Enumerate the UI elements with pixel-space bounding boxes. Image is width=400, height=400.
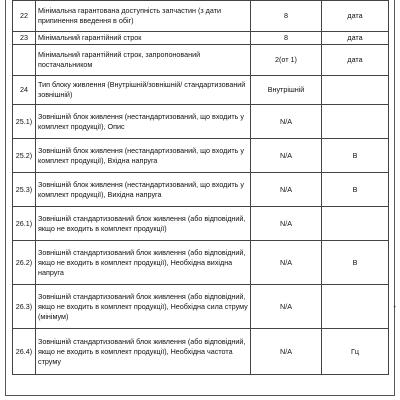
row-description: Зовнішній стандартизований блок живлення (або відповідний, якщо не входить в комплект продукції), Необхідна вихідна напруга (36, 241, 251, 285)
table-row (13, 45, 389, 76)
row-number: 25.1) (13, 105, 36, 139)
row-value: N/A (251, 139, 322, 173)
row-number: 26.2) (13, 241, 36, 285)
row-number: 24 (13, 76, 36, 105)
row-number: 26.3) (13, 285, 36, 329)
row-value: 2(от 1) (251, 45, 322, 76)
row-description: Зовнішній стандартизований блок живлення (або відповідний, якщо не входить в комплект продукції), Необхідна частота струму (36, 329, 251, 375)
row-number (13, 45, 36, 76)
row-unit: В (322, 241, 389, 285)
table-row (13, 173, 389, 207)
row-description: Мінімальний гарантійний строк (36, 32, 251, 45)
table-row (13, 329, 389, 375)
table-row (13, 32, 389, 45)
row-number: 25.2) (13, 139, 36, 173)
spec-table (12, 0, 396, 375)
row-number: 23 (13, 32, 36, 45)
row-number: 22 (13, 1, 36, 32)
row-value: N/A (251, 173, 322, 207)
row-description: Мінімальний гарантійний строк, запропонований постачальником (36, 45, 251, 76)
row-description: Зовнішній блок живлення (нестандартизований, що входить у комплект продукції), Опис (36, 105, 251, 139)
table-row (13, 285, 389, 329)
row-unit (322, 76, 389, 105)
row-unit (322, 207, 389, 241)
row-description: Зовнішній блок живлення (нестандартизований, що входить у комплект продукції), Вихідна напруга (36, 173, 251, 207)
row-unit: дата (322, 1, 389, 32)
row-value: N/A (251, 207, 322, 241)
row-description: Зовнішній блок живлення (нестандартизований, що входить у комплект продукції), Вхідна напруга (36, 139, 251, 173)
row-description: Мінімальна гарантована доступність запчастин (з дати припинення введення в обіг) (36, 1, 251, 32)
row-unit: дата (322, 45, 389, 76)
row-number: 26.4) (13, 329, 36, 375)
table-row (13, 76, 389, 105)
table-row (13, 207, 389, 241)
table-row (13, 105, 389, 139)
row-description: Зовнішній стандартизований блок живлення (або відповідний, якщо не входить в комплект продукції), Необхідна сила струму (мінімум) (36, 285, 251, 329)
row-description: Тип блоку живлення (Внутрішній/зовнішній/ стандартизований зовнішній) (36, 76, 251, 105)
row-number: 26.1) (13, 207, 36, 241)
row-unit: Гц (322, 329, 389, 375)
table-row (13, 1, 389, 32)
row-value: Внутрішній (251, 76, 322, 105)
row-unit: В (322, 173, 389, 207)
table-row (13, 139, 389, 173)
trailing-dash: - (393, 301, 396, 311)
row-unit (322, 285, 396, 329)
row-description: Зовнішній стандартизований блок живлення (або відповідний, якщо не входить в комплект продукції) (36, 207, 251, 241)
row-unit: В (322, 139, 389, 173)
table-row (13, 241, 389, 285)
row-unit: дата (322, 32, 389, 45)
row-value: N/A (251, 329, 322, 375)
row-value: 8 (251, 1, 322, 32)
row-unit (322, 105, 389, 139)
row-value: N/A (251, 285, 322, 329)
row-value: N/A (251, 241, 322, 285)
row-value: N/A (251, 105, 322, 139)
row-number: 25.3) (13, 173, 36, 207)
row-value: 8 (251, 32, 322, 45)
